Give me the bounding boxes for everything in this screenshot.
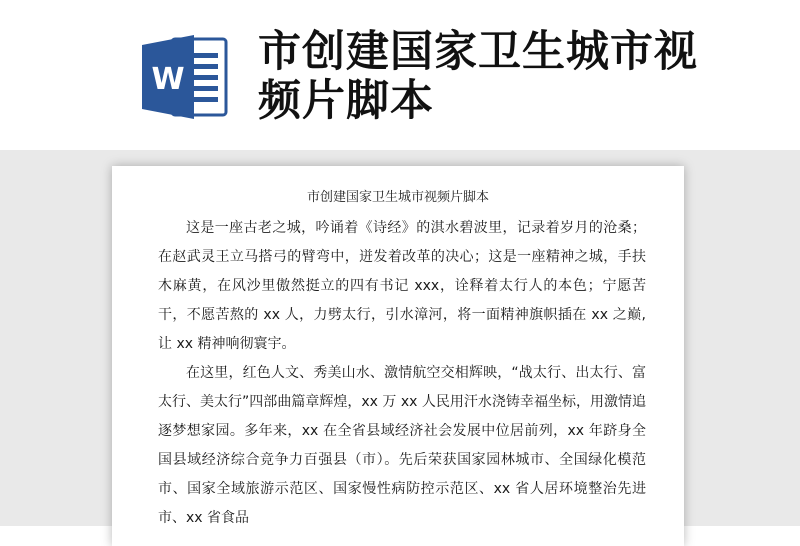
document-page (112, 166, 684, 546)
header-band (0, 0, 800, 150)
paragraph-1: 这是一座古老之城，吟诵着《诗经》的淇水碧波里，记录着岁月的沧桑；在赵武灵王立马搭弓的臂弯中，迸发着改革的决心；这是一座精神之城，手扶木麻黄，在风沙里傲然挺立的四有书记 xxx，诠释着太行人的本色；宁愿苦干，不愿苦熬的 xx 人，力劈太行，引水漳河，将一面精神旗帜插在 xx 之巅,让 xx 精神响彻寰宇。 (158, 220, 646, 352)
page-title: 市创建国家卫生城市视频片脚本 (306, 190, 489, 205)
document-body (158, 214, 646, 533)
word-icon-letter: W (151, 62, 185, 97)
paragraph-2: 在这里，红色人文、秀美山水、激情航空交相辉映，“战太行、出太行、富太行、美太行”四部曲篇章辉煌，xx 万 xx 人民用汗水浇铸幸福坐标，用激情追逐梦想家园。多年来，xx 在全省县域经济社会发展中位居前列，xx 年跻身全国县域经济综合竞争力百强县（市）。先后荣获国家园林城市、全国绿化模范市、国家全域旅游示范区、国家慢性病防控示范区、xx 省人居环境整治先进市、xx 省食品 (158, 365, 646, 526)
document-title-heading: 市创建国家卫生城市视频片脚本 (258, 27, 698, 126)
word-document-icon (142, 33, 230, 121)
